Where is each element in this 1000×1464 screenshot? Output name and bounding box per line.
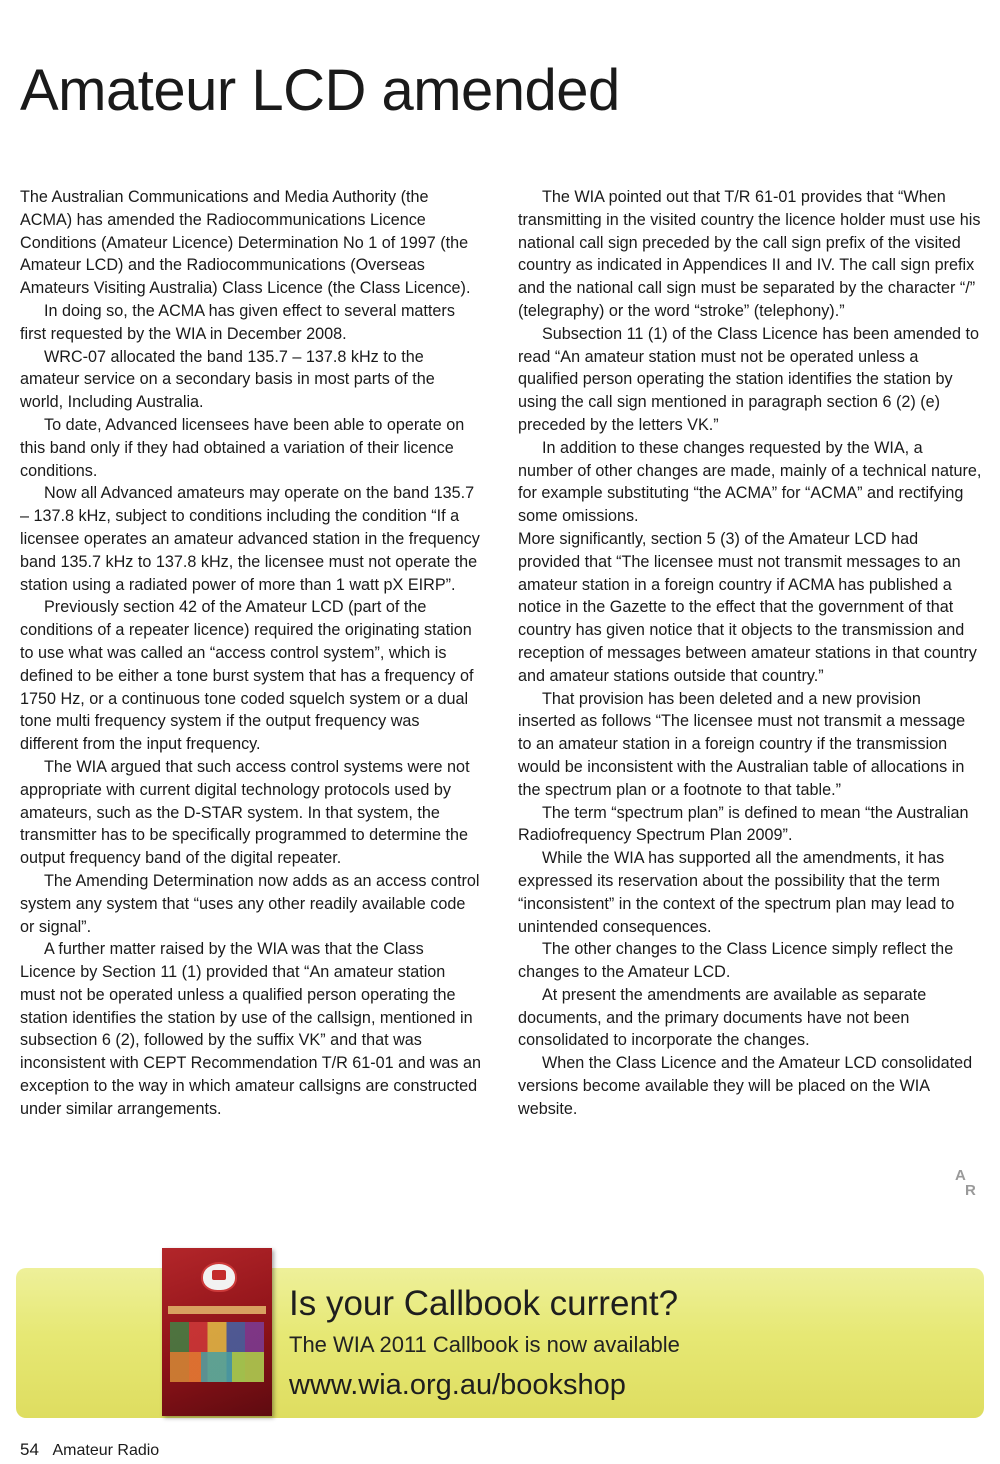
- article-right-column: [518, 186, 982, 1121]
- advert-heading: Is your Callbook current?: [289, 1284, 679, 1323]
- end-of-article-icon: [955, 1168, 981, 1200]
- wia-emblem-icon: [201, 1262, 237, 1292]
- article-paragraph: Previously section 42 of the Amateur LCD (part of the conditions of a repeater licence) required the originating station to use what was called an “access control system”, which is defined to be either a tone burst system that has a frequency of 1750 Hz, or a continuous tone coded squelch system or a dual tone multi frequency system if the output frequency was different from the input frequency.: [20, 598, 474, 754]
- article-paragraph: The term “spectrum plan” is defined to mean “the Australian Radiofrequency Spectrum Plan 2009”.: [518, 803, 969, 845]
- end-mark-letter-a: A: [955, 1167, 966, 1184]
- article-paragraph: The other changes to the Class Licence simply reflect the changes to the Amateur LCD.: [518, 940, 954, 982]
- article-paragraph: While the WIA has supported all the amendments, it has expressed its reservation about the possibility that the term “inconsistent” in the context of the spectrum plan may lead to unintended consequences.: [518, 849, 955, 936]
- article-paragraph: WRC-07 allocated the band 135.7 – 137.8 kHz to the amateur service on a secondary basis in most parts of the world, Including Australia.: [20, 347, 435, 412]
- article-paragraph: The WIA pointed out that T/R 61-01 provides that “When transmitting in the visited country the licence holder must use his national call sign preceded by the call sign prefix of the visited country as indicated in Appendices II and IV. The call sign prefix and the national call sign must be separated by the character “/” (telegraphy) or the word “stroke” (telephony).”: [518, 188, 981, 320]
- article-paragraph: To date, Advanced licensees have been able to operate on this band only if they had obtained a variation of their licence conditions.: [20, 415, 465, 480]
- article-left-column: [20, 186, 482, 1121]
- advert-url-link[interactable]: www.wia.org.au/bookshop: [289, 1369, 626, 1401]
- end-mark-letter-r: R: [965, 1182, 976, 1199]
- advert-subheading: The WIA 2011 Callbook is now available: [289, 1332, 680, 1357]
- article-paragraph: The Australian Communications and Media Authority (the ACMA) has amended the Radiocommunications Licence Conditions (Amateur Licence) Determination No 1 of 1997 (the Amateur LCD) and the Radiocommunications (Overseas Amateurs Visiting Australia) Class Licence (the Class Licence).: [20, 188, 471, 298]
- cover-title-strip: [168, 1306, 266, 1314]
- cover-photo-collage-lower: [170, 1352, 264, 1382]
- publication-name: Amateur Radio: [52, 1442, 160, 1459]
- article-paragraph: In addition to these changes requested by the WIA, a number of other changes are made, mainly of a technical nature, for example substituting “the ACMA” for “ACMA” and rectifying some omissions.: [518, 438, 982, 526]
- callbook-cover-image: [162, 1248, 272, 1416]
- article-paragraph: The Amending Determination now adds as an access control system any system that “uses any other readily available code or signal”.: [20, 871, 480, 936]
- article-paragraph: That provision has been deleted and a new provision inserted as follows “The licensee must not transmit a message to an amateur station in a foreign country if the transmission would be inconsistent with the Australian table of allocations in the spectrum plan or a footnote to that table.”: [518, 689, 966, 799]
- page-number: 54: [20, 1440, 39, 1459]
- article-paragraph: More significantly, section 5 (3) of the Amateur LCD had provided that “The licensee must not transmit messages to an amateur station in a foreign country if ACMA has published a notice in the Gazette to the effect that the government of that country has given notice that it objects to the transmission and reception of messages between amateur stations in that country and amateur stations outside that country.”: [518, 529, 977, 685]
- article-paragraph: Now all Advanced amateurs may operate on the band 135.7 – 137.8 kHz, subject to conditions including the condition “If a licensee operates an amateur advanced station in the frequency band 135.7 kHz to 137.8 kHz, the licensee must not operate the station using a radiated power of more than 1 watt pX EIRP”.: [20, 484, 480, 594]
- article-paragraph: The WIA argued that such access control systems were not appropriate with current digital technology protocols used by amateurs, such as the D-STAR system. In that system, the transmitter has to be specifically programmed to determine the output frequency band of the digital repeater.: [20, 757, 470, 868]
- article-title: Amateur LCD amended: [20, 58, 620, 123]
- article-paragraph: In doing so, the ACMA has given effect to several matters first requested by the WIA in December 2008.: [20, 301, 455, 343]
- article-paragraph: When the Class Licence and the Amateur LCD consolidated versions become available they will be placed on the WIA website.: [518, 1054, 973, 1118]
- page-footer: [20, 1440, 159, 1461]
- article-paragraph: Subsection 11 (1) of the Class Licence has been amended to read “An amateur station must not be operated unless a qualified person operating the station identifies the station by using the call sign mentioned in paragraph section 6 (2) (e) preceded by the letters VK.”: [518, 324, 980, 434]
- article-paragraph: A further matter raised by the WIA was that the Class Licence by Section 11 (1) provided that “An amateur station must not be operated unless a qualified person operating the station identifies the station by use of the callsign, mentioned in subsection 6 (2), followed by the suffix VK” and that was inconsistent with CEPT Recommendation T/R 61-01 and was an exception to the way in which amateur callsigns are constructed under similar arrangements.: [20, 940, 481, 1118]
- article-paragraph: At present the amendments are available as separate documents, and the primary documents have not been consolidated to incorporate the changes.: [518, 985, 927, 1050]
